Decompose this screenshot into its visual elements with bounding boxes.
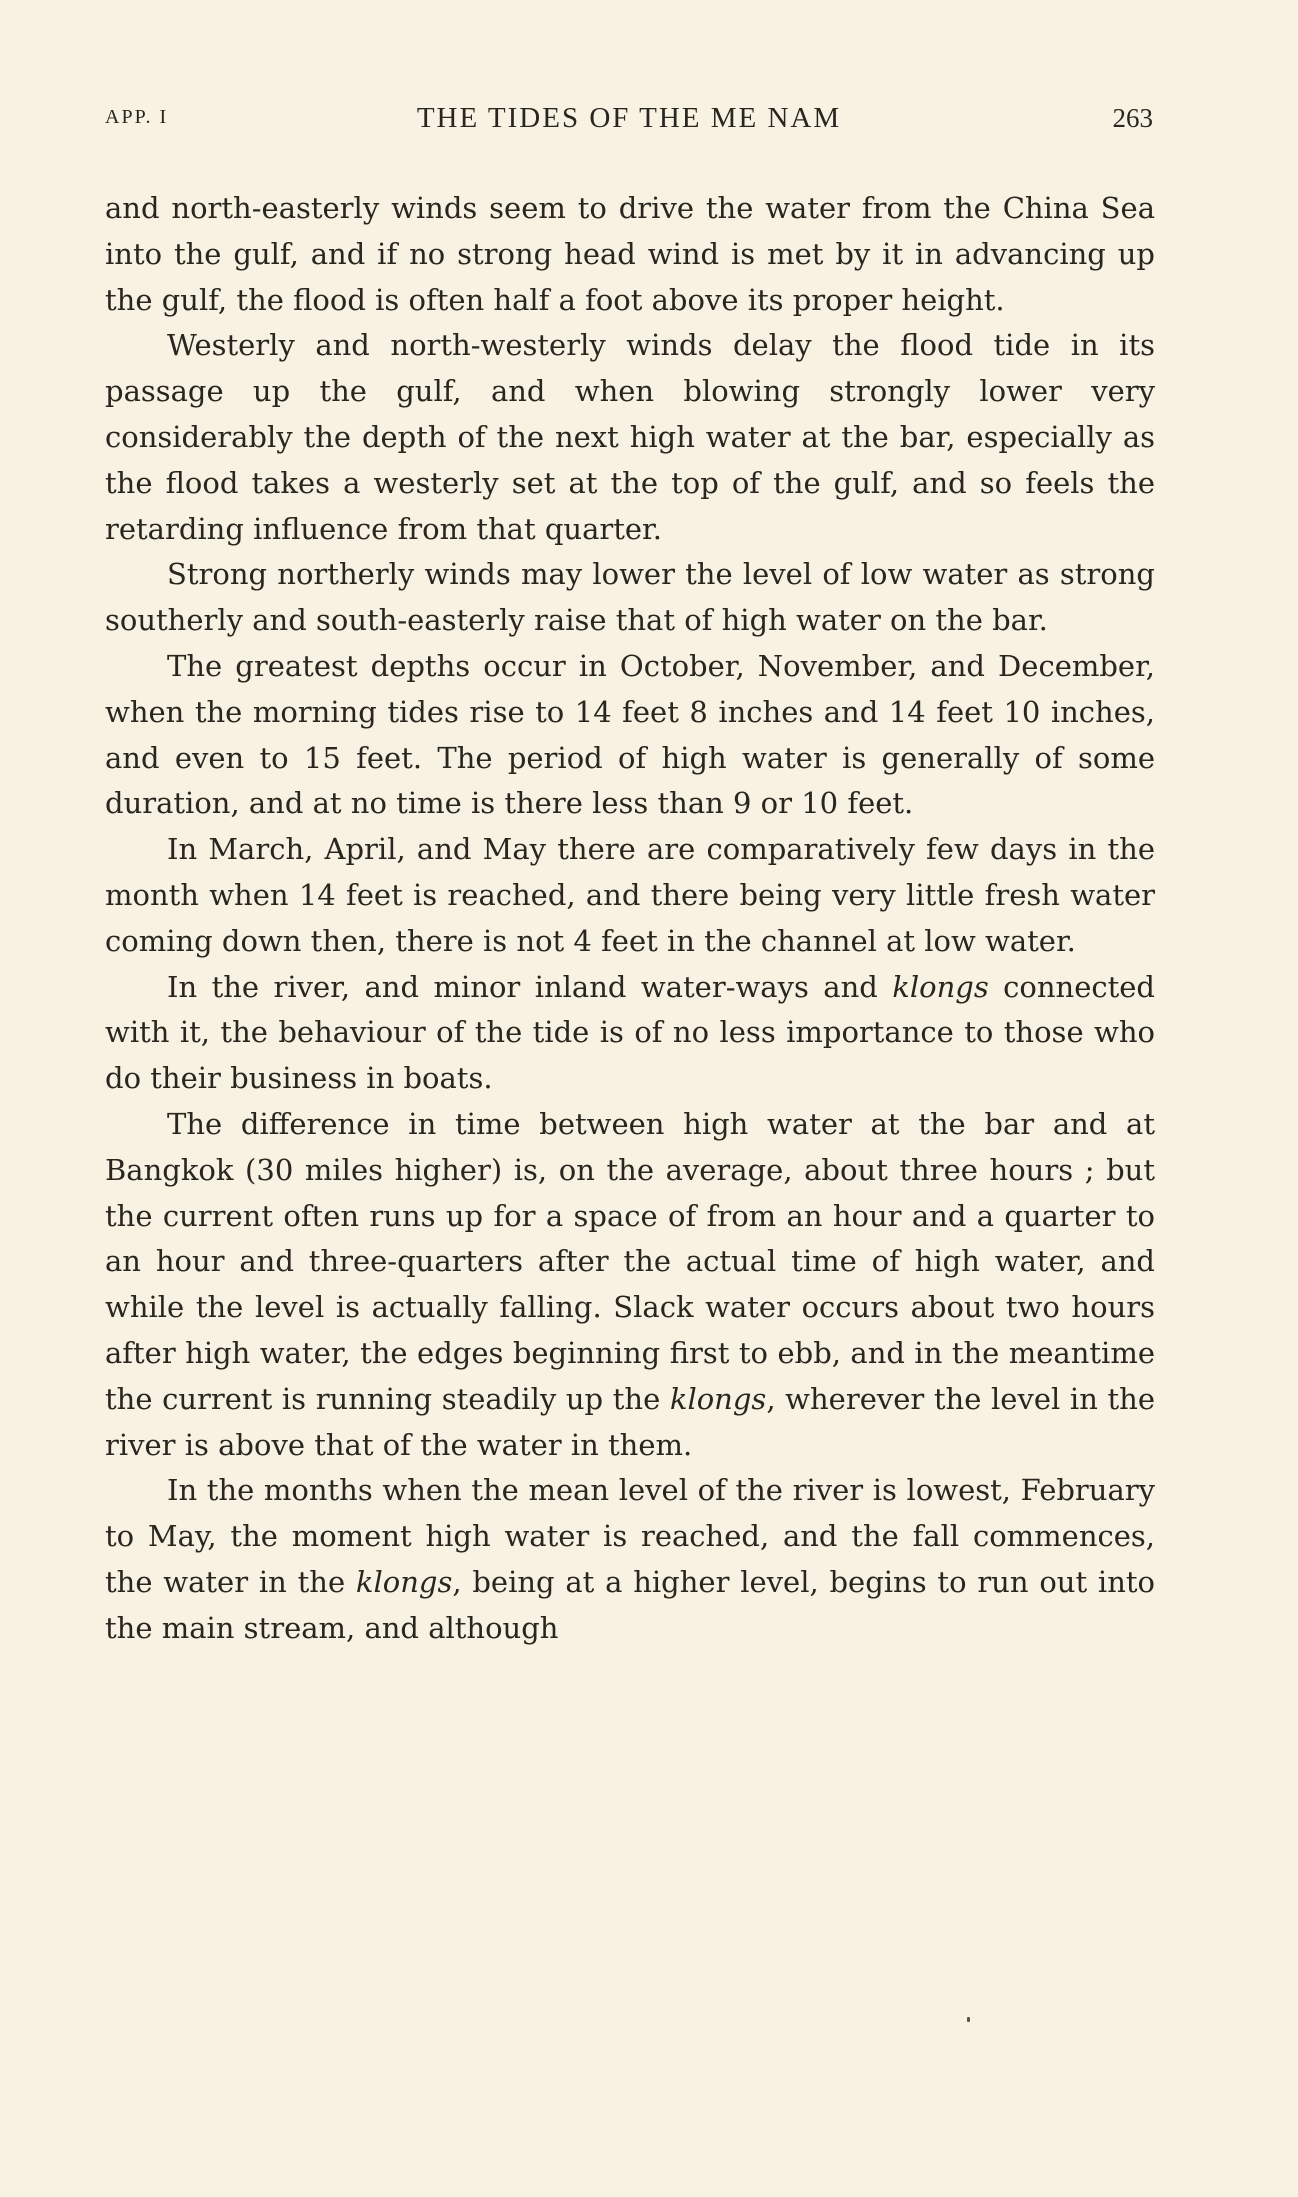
chapter-title: THE TIDES OF THE ME NAM bbox=[416, 102, 842, 134]
paragraph-text: Westerly and north-westerly winds delay the flood tide in its passage up the gulf, and when blowing strongly lower very considerably the depth of the next high water at the bar, especially as the flood takes a westerly set at the top of the gulf, and so feels the retarding influence from that quarter. bbox=[105, 328, 1155, 546]
paragraph bbox=[105, 644, 1155, 827]
paragraph bbox=[105, 323, 1155, 552]
paragraph-text: The difference in time between high water at the bar and at Bangkok (30 miles higher) is, on the average, about three hours ; but the current often runs up for a space of from an hour and a quarter to an hour and three-quarters after the actual time of high water, and while the level is actually falling. Slack water occurs about two hours after high water, the edges beginning first to ebb, and in the meantime the current is running steadily up the bbox=[105, 1106, 1155, 1416]
paragraph bbox=[105, 186, 1155, 323]
running-head bbox=[105, 102, 1153, 142]
paragraph-text: In the months when the mean level of the river is lowest, February to May, the moment high water is reached, and the fall commences, the water in the bbox=[105, 1473, 1155, 1599]
foreign-term: klongs bbox=[355, 1564, 453, 1599]
paper-speck bbox=[967, 2017, 970, 2022]
paragraph-text: , wherever the level in the river is above that of the water in them. bbox=[105, 1381, 1155, 1462]
paragraph-text: , being at a higher level, begins to run out into the main stream, and although bbox=[105, 1564, 1155, 1645]
paragraph-text: connected with it, the behaviour of the tide is of no less importance to those who do their business in boats. bbox=[105, 969, 1155, 1096]
paragraph-text: In the river, and minor inland water-ways and bbox=[167, 969, 893, 1004]
appendix-label: APP. I bbox=[105, 106, 169, 128]
foreign-term: klongs bbox=[892, 969, 989, 1004]
paragraph-text: The greatest depths occur in October, November, and December, when the morning tides rise to 14 feet 8 inches and 14 feet 10 inches, and even to 15 feet. The period of high water is generally of some duration, and at no time is there less than 9 or 10 feet. bbox=[105, 648, 1155, 821]
body-text bbox=[105, 186, 1155, 1652]
paragraph bbox=[105, 1102, 1155, 1468]
paragraph-text: Strong northerly winds may lower the level of low water as strong southerly and south-easterly raise that of high water on the bar. bbox=[105, 557, 1155, 638]
page-number: 263 bbox=[1112, 103, 1153, 133]
paragraph bbox=[105, 965, 1155, 1102]
paragraph bbox=[105, 552, 1155, 644]
paragraph-text: In March, April, and May there are comparatively few days in the month when 14 feet is reached, and there being very little fresh water coming down then, there is not 4 feet in the channel at low water. bbox=[105, 832, 1155, 958]
paragraph bbox=[105, 1468, 1155, 1651]
foreign-term: klongs bbox=[669, 1381, 767, 1416]
paragraph-text: and north-easterly winds seem to drive the water from the China Sea into the gulf, and if no strong head wind is met by it in advancing up the gulf, the flood is often half a foot above its proper height. bbox=[105, 191, 1155, 317]
paragraph bbox=[105, 827, 1155, 964]
